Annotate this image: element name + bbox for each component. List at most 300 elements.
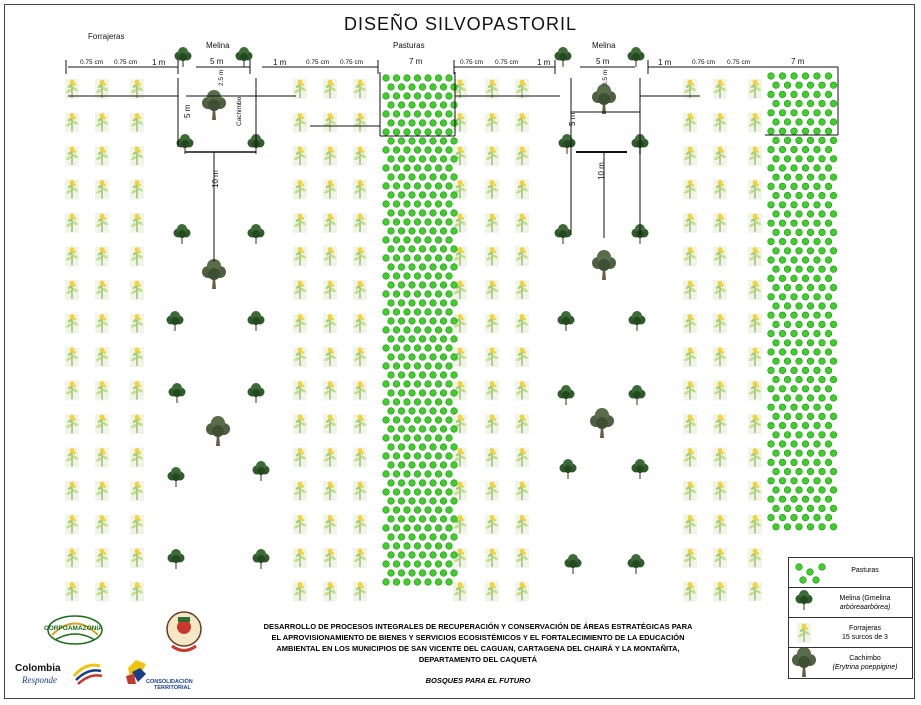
pasture-dot <box>773 266 780 273</box>
pasture-dot <box>419 138 426 145</box>
pasture-dot <box>451 498 458 505</box>
melina-tree-icon <box>168 467 185 487</box>
pasture-dot <box>404 111 411 118</box>
pasture-dot <box>383 237 390 244</box>
pasture-dot <box>419 282 426 289</box>
melina-tree-icon <box>177 134 194 154</box>
pasture-dot <box>404 165 411 172</box>
pasture-dot <box>819 100 826 107</box>
pasture-dot <box>791 367 798 374</box>
pasture-dot <box>814 220 821 227</box>
pasture-dot <box>388 498 395 505</box>
pasture-dot <box>419 498 426 505</box>
pasture-dot <box>768 367 775 374</box>
pasture-dot <box>388 228 395 235</box>
melina-tree-icon <box>167 311 184 331</box>
pasture-dot <box>807 229 814 236</box>
pasture-dot <box>414 525 421 532</box>
pasture-dot <box>435 183 442 190</box>
pasture-dot <box>425 453 432 460</box>
pasture-dot <box>802 441 809 448</box>
melina-tree-icon <box>558 311 575 331</box>
pasture-dot <box>430 390 437 397</box>
pasture-dot <box>419 390 426 397</box>
pasture-dot <box>440 552 447 559</box>
pasture-dot <box>393 489 400 496</box>
forage-plant-icon <box>353 146 367 166</box>
pasture-dot <box>451 210 458 217</box>
pasture-dot <box>825 238 832 245</box>
pasture-dot <box>451 264 458 271</box>
pasture-dot <box>393 543 400 550</box>
pasture-dot <box>404 579 411 586</box>
pasture-dot <box>825 330 832 337</box>
pasture-dot <box>446 579 453 586</box>
forage-plant-icon <box>65 481 79 501</box>
pasture-dot <box>791 220 798 227</box>
pasture-dot <box>807 413 814 420</box>
pasture-dot <box>435 255 442 262</box>
pasture-dot <box>807 137 814 144</box>
forage-plant-icon <box>323 280 337 300</box>
pasture-dot <box>383 309 390 316</box>
pasture-dot <box>383 219 390 226</box>
pasture-dot <box>440 228 447 235</box>
pasture-dot <box>819 82 826 89</box>
pasture-dot <box>773 192 780 199</box>
forage-plant-icon <box>515 314 529 334</box>
pasture-dot <box>819 413 826 420</box>
forage-plant-icon <box>515 113 529 133</box>
pasture-dot <box>440 84 447 91</box>
pasture-dot <box>796 266 803 273</box>
pasture-dot <box>425 165 432 172</box>
forage-plant-icon <box>353 213 367 233</box>
pasture-dot <box>388 210 395 217</box>
forage-plant-icon <box>130 146 144 166</box>
pasture-dot <box>425 543 432 550</box>
pasture-dot <box>388 120 395 127</box>
forage-plant-icon <box>65 280 79 300</box>
pasture-dot <box>446 525 453 532</box>
pasture-dot <box>409 570 416 577</box>
pasture-dot <box>784 266 791 273</box>
pasture-dot <box>791 478 798 485</box>
pasture-dot <box>802 110 809 117</box>
forage-plant-icon <box>130 113 144 133</box>
forage-plant-icon <box>353 582 367 602</box>
pasture-dot <box>768 238 775 245</box>
pasture-dot <box>814 514 821 521</box>
pasture-dot <box>419 462 426 469</box>
forage-plant-icon <box>485 314 499 334</box>
forage-plant-icon <box>515 146 529 166</box>
forage-plant-icon <box>515 381 529 401</box>
project-description <box>228 621 728 665</box>
dim-35m: 3.5 m <box>602 69 609 86</box>
pasture-dot <box>414 201 421 208</box>
pasture-dot <box>791 257 798 264</box>
pasture-dot <box>425 201 432 208</box>
forage-plant-icon <box>323 515 337 535</box>
melina-tree-icon <box>555 47 572 67</box>
pasture-dot <box>404 453 411 460</box>
pasture-dot <box>425 255 432 262</box>
pasture-dot <box>393 471 400 478</box>
pasture-dot <box>814 349 821 356</box>
pasture-dot <box>446 111 453 118</box>
pasture-dot <box>404 201 411 208</box>
pasture-dot <box>825 367 832 374</box>
pasture-dot <box>451 354 458 361</box>
pasture-dot <box>791 312 798 319</box>
pasture-dot <box>446 489 453 496</box>
pasture-dot <box>791 514 798 521</box>
forage-plant-icon <box>353 247 367 267</box>
legend-label-pasturas: Pasturas <box>851 567 879 574</box>
melina-tree-icon <box>558 385 575 405</box>
pasture-dot <box>435 147 442 154</box>
pasture-dot <box>414 273 421 280</box>
pasture-dot <box>802 367 809 374</box>
dim-10m-right: 10 m <box>597 162 606 180</box>
pasture-dot <box>825 73 832 80</box>
pasture-dot <box>796 505 803 512</box>
forage-plant-icon <box>323 79 337 99</box>
pasture-dot <box>807 192 814 199</box>
pasture-dot <box>393 183 400 190</box>
pasture-dot <box>430 192 437 199</box>
pasture-dot <box>768 478 775 485</box>
pasture-dot <box>388 516 395 523</box>
pasture-dot <box>779 514 786 521</box>
forage-plant-icon <box>323 414 337 434</box>
pasture-dot <box>779 73 786 80</box>
pasture-dot <box>819 119 826 126</box>
forage-plant-icon <box>323 213 337 233</box>
pasture-dot <box>425 291 432 298</box>
pasture-dot <box>435 471 442 478</box>
pasture-dot <box>784 174 791 181</box>
municipal-seal-logo <box>167 612 201 651</box>
forage-plant-icon <box>323 481 337 501</box>
pasture-dot <box>830 468 837 475</box>
pasture-dot <box>409 156 416 163</box>
pasture-dot <box>398 228 405 235</box>
pasture-dot <box>409 336 416 343</box>
dim-075cm-a: 0.75 cm <box>80 59 104 66</box>
pasture-dot <box>796 358 803 365</box>
melina-tree-icon <box>628 554 645 574</box>
pasture-dot <box>435 219 442 226</box>
melina-tree-icon <box>559 134 576 154</box>
forage-plant-icon <box>130 180 144 200</box>
pasture-dot <box>451 534 458 541</box>
pasture-dot <box>446 183 453 190</box>
forage-plant-icon <box>353 548 367 568</box>
pasture-dot <box>409 480 416 487</box>
pasture-dot <box>409 354 416 361</box>
forage-plant-icon <box>323 180 337 200</box>
cachimbo-tree-icon <box>592 84 616 114</box>
pasture-dot <box>419 372 426 379</box>
pasture-dot <box>398 120 405 127</box>
forage-plant-icon <box>515 180 529 200</box>
pasture-dot <box>409 138 416 145</box>
legend-label-forrajeras-1: Forrajeras <box>849 625 881 632</box>
pasture-dot <box>773 303 780 310</box>
pasture-dot <box>796 100 803 107</box>
pasture-dot <box>773 468 780 475</box>
pasture-dot <box>830 100 837 107</box>
pasture-dot <box>446 129 453 136</box>
forage-plant-icon <box>353 381 367 401</box>
pasture-dot <box>802 238 809 245</box>
forage-plant-icon <box>65 515 79 535</box>
pasture-dot <box>825 312 832 319</box>
pasture-dot <box>440 210 447 217</box>
pasture-dot <box>779 294 786 301</box>
pasture-dot <box>435 309 442 316</box>
pasture-dot <box>440 444 447 451</box>
pasture-dot <box>784 340 791 347</box>
forage-plant-icon <box>683 448 697 468</box>
pasture-dot <box>430 138 437 145</box>
legend-label-melina-2: arbóreaarbórea) <box>839 604 891 611</box>
forage-plant-icon <box>683 582 697 602</box>
forage-plant-icon <box>65 347 79 367</box>
pasture-dot <box>393 381 400 388</box>
pasture-dot <box>414 507 421 514</box>
forage-plant-icon <box>683 347 697 367</box>
pasture-dot <box>802 404 809 411</box>
forage-plant-icon <box>748 146 762 166</box>
melina-tree-icon <box>629 385 646 405</box>
footer-line-4: DEPARTAMENTO DEL CAQUETÁ <box>418 655 538 664</box>
forage-plant-icon <box>748 414 762 434</box>
pasture-dot <box>796 174 803 181</box>
pasture-dot <box>393 435 400 442</box>
pasture-dot <box>388 102 395 109</box>
pasture-dot <box>388 390 395 397</box>
forage-plant-icon <box>353 113 367 133</box>
pasture-dot <box>414 453 421 460</box>
pasture-dot <box>830 358 837 365</box>
pasture-dot <box>768 349 775 356</box>
pasture-dot <box>814 91 821 98</box>
pasture-dot <box>393 291 400 298</box>
forage-plant-icon <box>95 381 109 401</box>
forage-plant-icon <box>95 515 109 535</box>
pasture-dot <box>779 386 786 393</box>
pasture-dot <box>430 336 437 343</box>
pasture-dot <box>393 237 400 244</box>
pasture-dot <box>814 202 821 209</box>
pasture-dot <box>440 156 447 163</box>
forage-plant-icon <box>748 582 762 602</box>
dim-075cm-c: 0.75 cm <box>306 59 330 66</box>
pasture-dot <box>398 552 405 559</box>
forage-plant-icon <box>713 213 727 233</box>
label-melina-right: Melina <box>592 41 616 50</box>
pasture-dot <box>779 422 786 429</box>
pasture-dot <box>791 146 798 153</box>
forage-plant-icon <box>323 448 337 468</box>
forage-plant-icon <box>130 548 144 568</box>
pasture-dot <box>446 237 453 244</box>
pasture-dot <box>409 246 416 253</box>
pasture-dot <box>451 282 458 289</box>
pasture-dot <box>773 100 780 107</box>
pasture-dot <box>768 404 775 411</box>
pasture-dot <box>814 238 821 245</box>
pasture-dot <box>435 507 442 514</box>
pasture-dot <box>784 395 791 402</box>
pasture-dot <box>779 275 786 282</box>
pasture-dot <box>398 570 405 577</box>
pasture-dot <box>430 570 437 577</box>
pasture-dot <box>830 303 837 310</box>
pasture-dot <box>768 257 775 264</box>
pasture-dot <box>768 202 775 209</box>
pasture-dot <box>446 273 453 280</box>
pasture-dot <box>398 426 405 433</box>
pasture-dot <box>419 192 426 199</box>
pasture-dot <box>779 478 786 485</box>
pasture-dot <box>819 468 826 475</box>
pasture-dot <box>819 137 826 144</box>
pasture-dot <box>446 561 453 568</box>
pasture-dot <box>404 291 411 298</box>
forage-plant-icon <box>683 180 697 200</box>
pasture-dot <box>791 294 798 301</box>
pasture-dot <box>814 257 821 264</box>
pasture-dot <box>409 102 416 109</box>
pasture-dot <box>791 422 798 429</box>
pasture-dot <box>409 426 416 433</box>
pasture-dot <box>425 147 432 154</box>
pasture-dot <box>446 93 453 100</box>
pasture-dot <box>784 505 791 512</box>
forage-plant-icon <box>323 347 337 367</box>
pasture-dot <box>425 111 432 118</box>
pasture-dot <box>435 75 442 82</box>
pasture-dot <box>779 349 786 356</box>
pasture-dot <box>440 246 447 253</box>
pasture-dot <box>830 395 837 402</box>
pasture-dot <box>409 300 416 307</box>
pasture-dot <box>779 257 786 264</box>
pasture-dot <box>404 399 411 406</box>
pasture-dot <box>414 345 421 352</box>
dim-25m: 2.5 m <box>218 69 225 86</box>
pasture-dot <box>435 237 442 244</box>
pasture-dot <box>830 505 837 512</box>
pasture-dot <box>802 294 809 301</box>
pasture-dot <box>409 462 416 469</box>
pasture-dot <box>388 480 395 487</box>
pasture-dot <box>768 73 775 80</box>
forage-plant-icon <box>293 314 307 334</box>
pasture-dot <box>414 111 421 118</box>
forage-plant-icon <box>65 180 79 200</box>
pasture-dot <box>814 478 821 485</box>
pasture-dot <box>425 435 432 442</box>
forage-plant-icon <box>130 280 144 300</box>
pasture-dot <box>773 284 780 291</box>
pasture-dot <box>419 354 426 361</box>
melina-tree-icon <box>248 383 265 403</box>
pasture-dot <box>451 120 458 127</box>
pasture-dot <box>419 264 426 271</box>
pasture-dot <box>773 358 780 365</box>
dim-7m-b: 7 m <box>791 57 805 66</box>
forage-plant-icon <box>485 146 499 166</box>
pasture-dot <box>814 459 821 466</box>
forage-plant-icon <box>683 414 697 434</box>
pasture-dot <box>446 417 453 424</box>
pasture-dot <box>404 381 411 388</box>
pasture-dot <box>814 294 821 301</box>
pasture-dot <box>784 211 791 218</box>
pasture-dot <box>830 137 837 144</box>
pasture-dot <box>807 321 814 328</box>
pasture-dot <box>451 570 458 577</box>
logo-consolidacion-text: CONSOLIDACIÓN <box>146 679 193 685</box>
pasture-dot <box>773 119 780 126</box>
forage-plant-icon <box>485 448 499 468</box>
pasture-dot <box>419 228 426 235</box>
pasture-dot <box>398 390 405 397</box>
legend-row-forrajeras <box>789 618 912 648</box>
forage-plant-icon <box>293 481 307 501</box>
pasture-dot <box>768 459 775 466</box>
pasture-dot <box>779 496 786 503</box>
pasture-dot <box>393 255 400 262</box>
forage-plant-icon <box>453 582 467 602</box>
pasture-dot <box>383 471 390 478</box>
forage-plant-icon <box>65 448 79 468</box>
dim-5m-side-left: 5 m <box>183 104 192 118</box>
forage-plant-icon <box>748 314 762 334</box>
forage-plant-icon <box>713 548 727 568</box>
pasture-dot <box>768 91 775 98</box>
forage-plant-icon <box>130 582 144 602</box>
pasture-dot <box>825 202 832 209</box>
pasture-dot <box>784 156 791 163</box>
pasture-dot <box>409 210 416 217</box>
pasture-dot <box>768 312 775 319</box>
forage-plant-icon <box>293 515 307 535</box>
label-pasturas: Pasturas <box>393 41 425 50</box>
pasture-dot <box>388 408 395 415</box>
pasture-dot <box>819 284 826 291</box>
pasture-dot <box>404 543 411 550</box>
pasture-dot <box>383 507 390 514</box>
legend <box>788 557 913 679</box>
forage-plant-icon <box>293 448 307 468</box>
pasture-dot <box>388 300 395 307</box>
pasture-dot <box>802 330 809 337</box>
forage-plant-icon <box>293 280 307 300</box>
pasture-dot <box>830 524 837 531</box>
pasture-dot <box>773 505 780 512</box>
pasture-dot <box>419 444 426 451</box>
pasture-dot <box>383 129 390 136</box>
forage-plant-icon <box>748 381 762 401</box>
pasture-dot <box>796 192 803 199</box>
pasture-dot <box>404 489 411 496</box>
